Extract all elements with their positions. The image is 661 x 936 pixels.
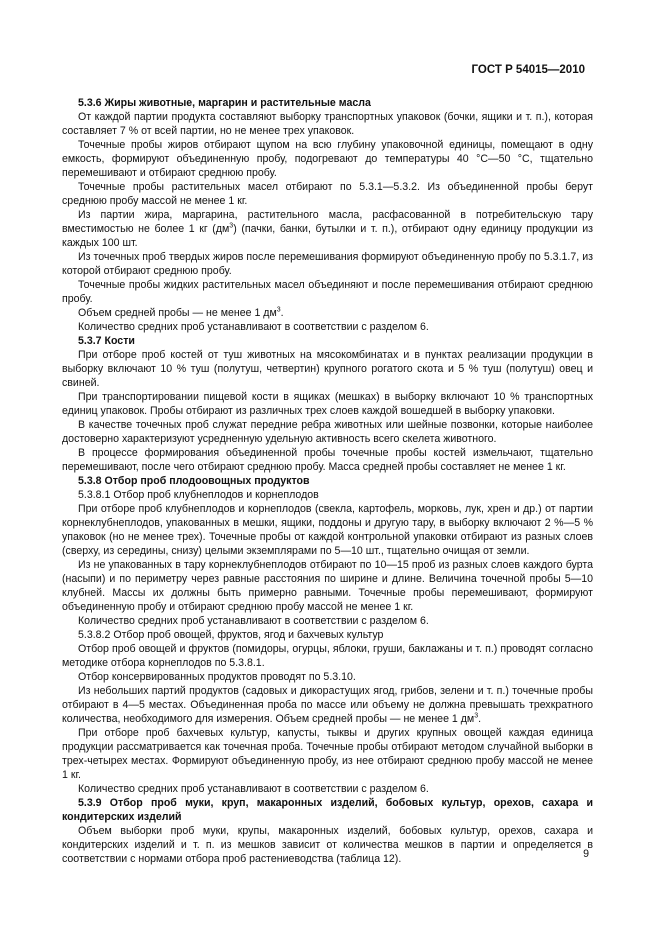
text-run: Из небольших партий продуктов (садовых и дикорастущих ягод, грибов, зелени и т. п.) точечные пробы отбирают в 4—5 местах. Объединенная проба по массе или объему не должна превышать трехкратного количества, необходимого для измерения. Объем средней пробы — не менее 1 дм <box>62 685 593 725</box>
paragraph <box>62 684 593 726</box>
paragraph: Точечные пробы жиров отбирают щупом на всю глубину упаковочной единицы, помещают в одну емкость, формируют объединенную пробу, подогревают до температуры 40 °С—50 °С, тщательно перемешивают и отбирают среднюю пробу. <box>62 139 593 179</box>
section-5-3-8-title: 5.3.8 Отбор проб плодоовощных продуктов <box>78 475 310 487</box>
paragraph: Количество средних проб устанавливают в соответствии с разделом 6. <box>78 321 429 333</box>
paragraph: В процессе формирования объединенной пробы точечные пробы костей измельчают, тщательно перемешивают, после чего отбирают среднюю пробу. Масса средней пробы составляет не менее 1 кг. <box>62 447 593 473</box>
paragraph: Количество средних проб устанавливают в соответствии с разделом 6. <box>78 615 429 627</box>
section-5-3-6-title: 5.3.6 Жиры животные, маргарин и растительные масла <box>78 97 371 109</box>
superscript: 3 <box>474 712 479 720</box>
text-run: . <box>478 713 482 725</box>
paragraph: От каждой партии продукта составляют выборку транспортных упаковок (бочки, ящики и т. п.), которая составляет 7 % от всей партии, но не менее трех упаковок. <box>62 111 593 137</box>
document-code: ГОСТ Р 54015—2010 <box>471 64 585 76</box>
section-5-3-9-title: 5.3.9 Отбор проб муки, круп, макаронных изделий, бобовых культур, орехов, сахара и кондитерских изделий <box>62 797 593 823</box>
section-5-3-7-title: 5.3.7 Кости <box>78 335 135 347</box>
paragraph: Из точечных проб твердых жиров после перемешивания формируют объединенную пробу по 5.3.1.7, из которой отбирают среднюю пробу. <box>62 251 593 277</box>
text-run: . <box>280 307 284 319</box>
document-body <box>62 96 593 866</box>
text-run: Объем средней пробы — не менее 1 дм <box>78 307 277 319</box>
superscript: 3 <box>229 222 234 230</box>
paragraph: При транспортировании пищевой кости в ящиках (мешках) в выборку включают 10 % транспортных единиц упаковок. Пробы отбирают из различных трех слоев каждой вошедшей в выборку упаковки. <box>62 391 593 417</box>
text-run: ) (пачки, банки, бутылки и т. п.), отбирают одну единицу продукции из каждых 100 шт. <box>62 223 593 249</box>
subsection-5-3-8-1-title: 5.3.8.1 Отбор проб клубнеплодов и корнеплодов <box>78 489 319 501</box>
paragraph: Отбор проб овощей и фруктов (помидоры, огурцы, яблоки, груши, баклажаны и т. п.) проводят согласно методике отбора корнеплодов по 5.3.8.1. <box>62 643 593 669</box>
paragraph: В качестве точечных проб служат передние ребра животных или шейные позвонки, которые наиболее достоверно характеризуют усредненную удельную активность всего скелета животного. <box>62 419 593 445</box>
paragraph: Отбор консервированных продуктов проводят по 5.3.10. <box>78 671 356 683</box>
paragraph <box>62 208 593 250</box>
paragraph: Из не упакованных в тару корнеклубнеплодов отбирают по 10—15 проб из разных слоев каждого бурта (насыпи) и по периметру через равные расстояния по ширине и длине. Величина точечной пробы 5—10 клубней. Массы их должны быть примерно равными. Точечные пробы перемешивают, формируют объединенную пробу и отбирают среднюю пробу массой не менее 1 кг. <box>62 559 593 613</box>
paragraph: При отборе проб клубнеплодов и корнеплодов (свекла, картофель, морковь, лук, хрен и др.) от партии корнеклубнеплодов, упакованных в мешки, ящики, поддоны и другую тару, в выборку включают 2 %—5 % упаковок (но не менее трех). Точечные пробы от каждой контрольной упаковки отбирают из разных слоев (сверху, из середины, снизу) целыми экземплярами по 5—10 шт., тщательно очищая от земли. <box>62 503 593 557</box>
text-run: Из партии жира, маргарина, растительного масла, расфасованной в потребительскую тару вместимостью не более 1 кг (дм <box>62 209 593 235</box>
subsection-5-3-8-2-title: 5.3.8.2 Отбор проб овощей, фруктов, ягод и бахчевых культур <box>78 629 384 641</box>
superscript: 3 <box>276 306 281 314</box>
paragraph: Точечные пробы растительных масел отбирают по 5.3.1—5.3.2. Из объединенной пробы берут среднюю пробу массой не менее 1 кг. <box>62 181 593 207</box>
paragraph: Объем выборки проб муки, крупы, макаронных изделий, бобовых культур, орехов, сахара и кондитерских изделий и т. п. из мешков зависит от количества мешков в партии и определяется в соответствии с нормами отбора проб растениеводства (таблица 12). <box>62 825 593 865</box>
paragraph <box>62 306 593 320</box>
paragraph: При отборе проб костей от туш животных на мясокомбинатах и в пунктах реализации продукции в выборку включают 10 % туш (полутуш, четвертин) крупного рогатого скота и 5 % туш (полутуш) овец и свиней. <box>62 349 593 389</box>
paragraph: При отборе проб бахчевых культур, капусты, тыквы и других крупных овощей каждая единица продукции рассматривается как точечная проба. Точечные пробы отбирают методом случайной выборки в трех-четырех местах. Формируют объединенную пробу, из нее отбирают среднюю пробу массой не менее 1 кг. <box>62 727 593 781</box>
paragraph: Точечные пробы жидких растительных масел объединяют и после перемешивания отбирают среднюю пробу. <box>62 279 593 305</box>
page-number: 9 <box>583 848 589 860</box>
paragraph: Количество средних проб устанавливают в соответствии с разделом 6. <box>78 783 429 795</box>
